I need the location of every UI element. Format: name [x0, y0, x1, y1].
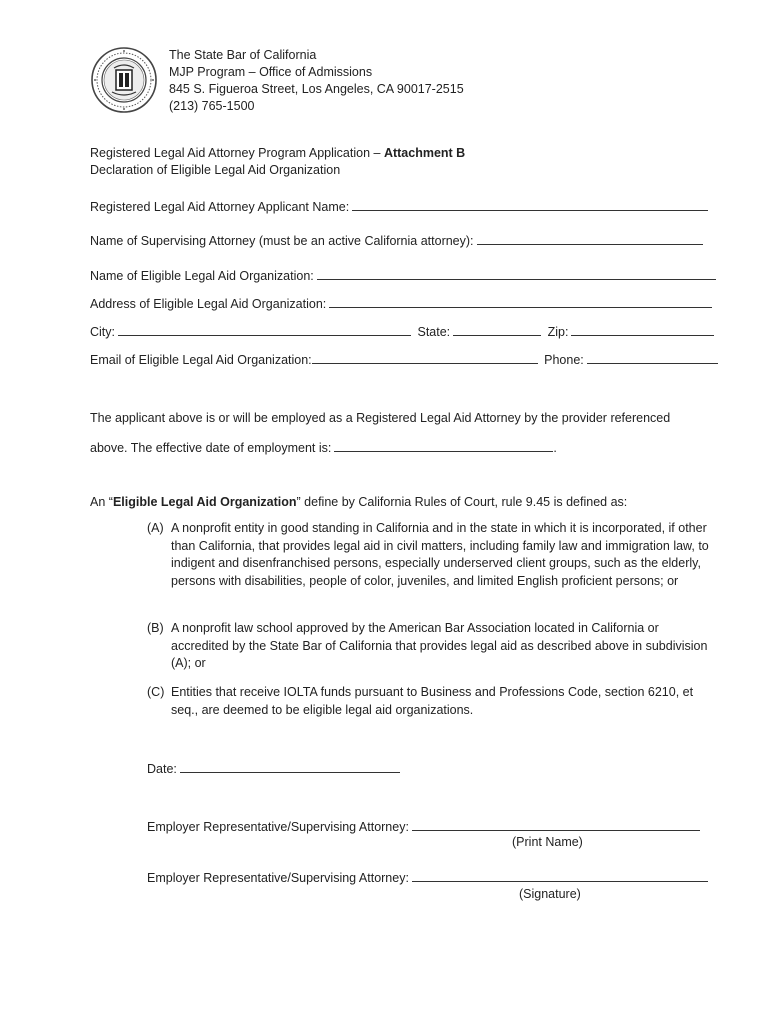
phone-input[interactable] [587, 351, 718, 364]
email-phone-row [90, 351, 718, 368]
effective-date-period: . [553, 441, 557, 455]
definition-item-a-marker: (A) [147, 521, 164, 535]
effective-date-input[interactable] [334, 439, 553, 452]
print-name-caption: (Print Name) [512, 835, 583, 849]
applicant-name-label: Registered Legal Aid Attorney Applicant Name: [90, 200, 350, 214]
org-name-label: Name of Eligible Legal Aid Organization: [90, 269, 314, 283]
form-subtitle-prefix: Declaration of [90, 163, 171, 177]
definition-intro [90, 495, 627, 509]
zip-input[interactable] [571, 323, 714, 336]
definition-item-b-marker: (B) [147, 621, 164, 635]
supervising-attorney-label: Name of Supervising Attorney (must be an active California attorney): [90, 234, 474, 248]
org-address-field [90, 295, 712, 312]
form-title-text: Registered Legal Aid Attorney Program Application – [90, 146, 384, 160]
city-state-zip-row [90, 323, 714, 340]
org-address-label: Address of Eligible Legal Aid Organization: [90, 297, 327, 311]
effective-date-label: above. The effective date of employment is: [90, 441, 332, 455]
applicant-name-input[interactable] [352, 198, 708, 211]
definition-item-b [147, 620, 717, 673]
email-input[interactable] [312, 351, 538, 364]
form-subtitle-rest: Eligible Legal Aid Organization [170, 163, 341, 177]
definition-item-a-text: A nonprofit entity in good standing in California and in the state in which it is incorporated, if other than California, that provides legal aid in civil matters, including family law and immigration law, to indigent and disenfranchised persons, especially underserved client groups, such as the elderly, persons with disabilities, people of color, juveniles, and limited English proficient persons; or [171, 521, 709, 588]
header-phone: (213) 765-1500 [169, 99, 255, 113]
date-field [147, 760, 400, 776]
signature-input[interactable] [412, 869, 708, 882]
zip-label: Zip: [547, 325, 569, 339]
form-title [90, 146, 465, 160]
form-subtitle [90, 163, 340, 177]
definition-suffix: ” define by California Rules of Court, rule 9.45 is defined as: [296, 495, 628, 509]
form-title-attachment: Attachment B [383, 146, 466, 160]
definition-prefix: An “ [90, 495, 113, 509]
date-label: Date: [147, 762, 177, 776]
header-address: 845 S. Figueroa Street, Los Angeles, CA 90017-2515 [169, 82, 464, 96]
supervising-attorney-input[interactable] [477, 232, 703, 245]
org-name-field [90, 267, 716, 284]
employment-statement-line1: The applicant above is or will be employed as a Registered Legal Aid Attorney by the provider referenced [90, 411, 671, 425]
header-program: MJP Program – Office of Admissions [169, 65, 373, 79]
signature-label: Employer Representative/Supervising Attorney: [147, 871, 409, 885]
applicant-name-field [90, 198, 708, 215]
print-name-label: Employer Representative/Supervising Attorney: [147, 820, 409, 834]
employment-statement-line2 [90, 439, 557, 455]
definition-item-a [147, 520, 717, 590]
state-bar-seal-icon [90, 46, 158, 114]
state-label: State: [417, 325, 451, 339]
date-input[interactable] [180, 760, 400, 773]
print-name-input[interactable] [412, 818, 700, 831]
org-name-input[interactable] [317, 267, 716, 280]
header-org: The State Bar of California [169, 48, 317, 62]
definition-item-c-marker: (C) [147, 685, 165, 699]
definition-item-b-text: A nonprofit law school approved by the American Bar Association located in California or accredited by the State Bar of California that provides legal aid as described above in subdivision (A); or [171, 621, 708, 670]
email-label: Email of Eligible Legal Aid Organization: [90, 353, 312, 367]
org-address-input[interactable] [329, 295, 712, 308]
city-label: City: [90, 325, 115, 339]
definition-term: Eligible Legal Aid Organization [112, 495, 297, 509]
definition-item-c-text: Entities that receive IOLTA funds pursuant to Business and Professions Code, section 6210, et seq., are deemed to be eligible legal aid organizations. [171, 685, 694, 717]
signature-field [147, 869, 708, 885]
supervising-attorney-field [90, 232, 703, 249]
state-input[interactable] [453, 323, 541, 336]
print-name-field [147, 818, 700, 834]
phone-label: Phone: [544, 353, 584, 367]
definition-item-c [147, 684, 717, 719]
city-input[interactable] [118, 323, 411, 336]
signature-caption: (Signature) [519, 887, 581, 901]
